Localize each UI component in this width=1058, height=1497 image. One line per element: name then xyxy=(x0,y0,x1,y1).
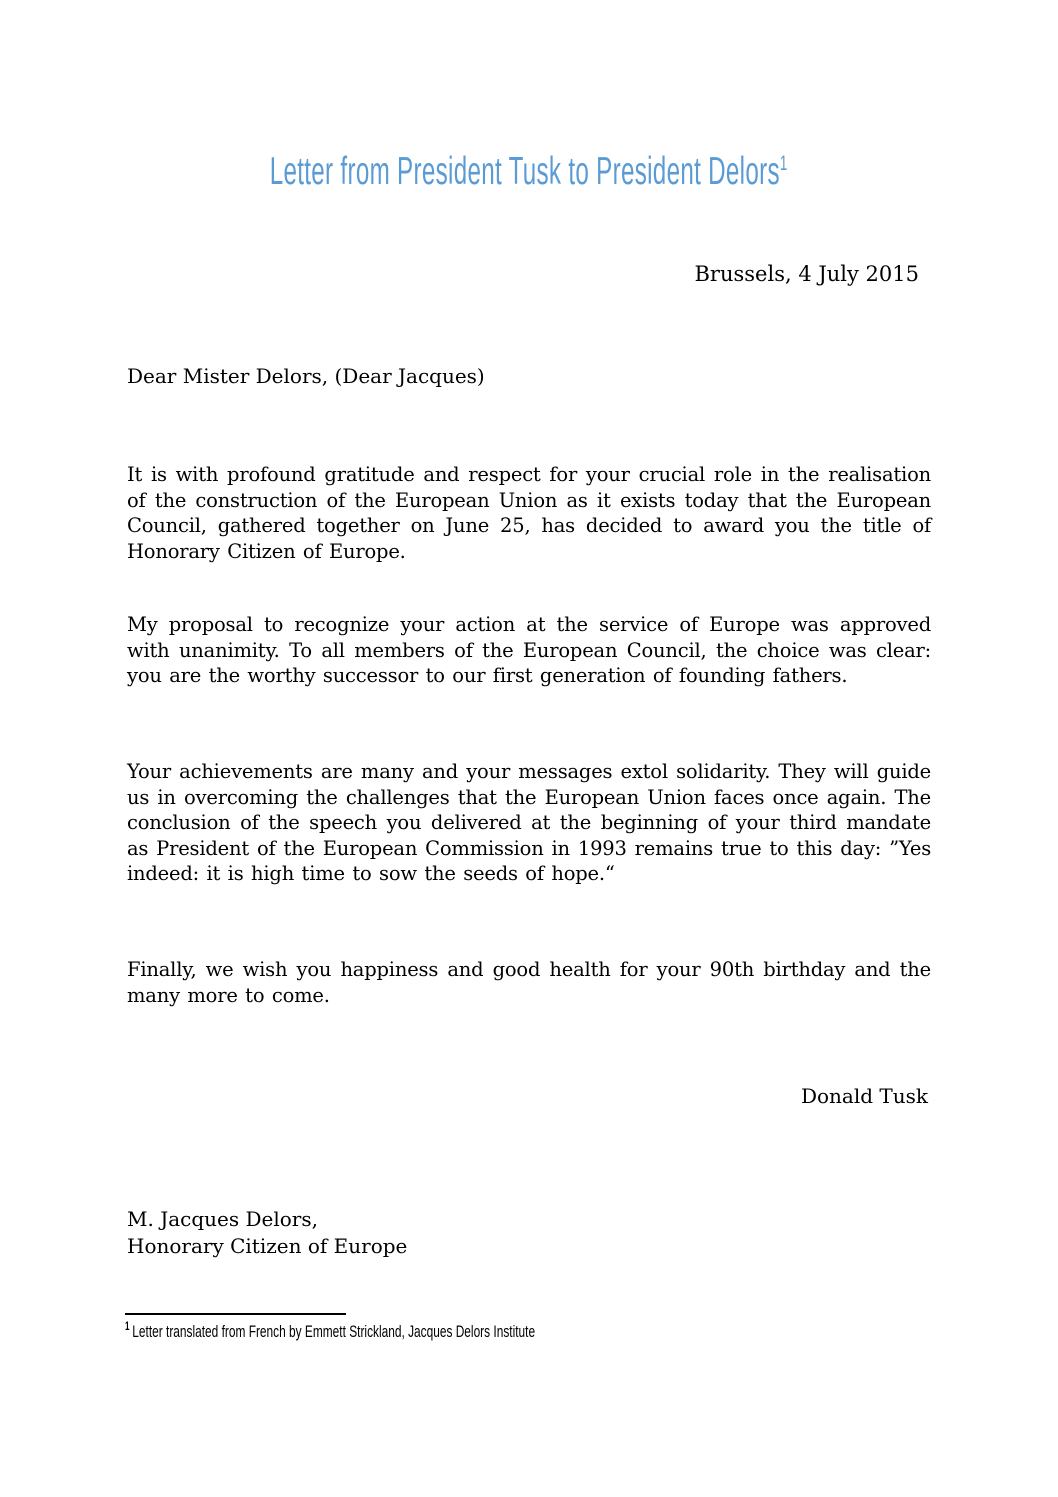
dateline: Brussels, 4 July 2015 xyxy=(694,262,919,286)
body-paragraph-4: Finally, we wish you happiness and good health for your 90th birthday and the many more to come. xyxy=(127,958,931,1007)
page-title xyxy=(0,150,1058,194)
footnote-text-wrap xyxy=(125,1322,535,1342)
footnote-text: Letter translated from French by Emmett Strickland, Jacques Delors Institute xyxy=(132,1322,536,1341)
recipient-line-2: Honorary Citizen of Europe xyxy=(127,1233,408,1258)
page-title-footnote-marker: 1 xyxy=(780,151,788,175)
page-title-text-wrap xyxy=(270,150,788,194)
footnote-separator-rule xyxy=(125,1313,346,1315)
signature-name: Donald Tusk xyxy=(800,1084,928,1108)
salutation: Dear Mister Delors, (Dear Jacques) xyxy=(127,364,485,388)
body-paragraph-1: It is with profound gratitude and respect for your crucial role in the realisation of the construction of the European Union as it exists today that the European Council, gathered together on June 25, has decided to award you the title of Honorary Citizen of Europe. xyxy=(127,463,931,563)
body-paragraph-2: My proposal to recognize your action at the service of Europe was approved with unanimity. To all members of the European Council, the choice was clear: you are the worthy successor to our first generation of founding fathers. xyxy=(127,613,931,688)
recipient-block xyxy=(127,1206,407,1259)
footnote-marker: 1 xyxy=(125,1321,130,1334)
recipient-line-1: M. Jacques Delors, xyxy=(127,1207,318,1231)
footnote xyxy=(125,1322,711,1342)
body-paragraph-3: Your achievements are many and your messages extol solidarity. They will guide us in overcoming the challenges that the European Union faces once again. The conclusion of the speech you delivered at the beginning of your third mandate as President of the European Commission in 1993 remains true to this day: ”Yes indeed: it is high time to sow the seeds of hope.“ xyxy=(127,760,931,886)
page-title-text: Letter from President Tusk to President Delors xyxy=(270,150,781,193)
